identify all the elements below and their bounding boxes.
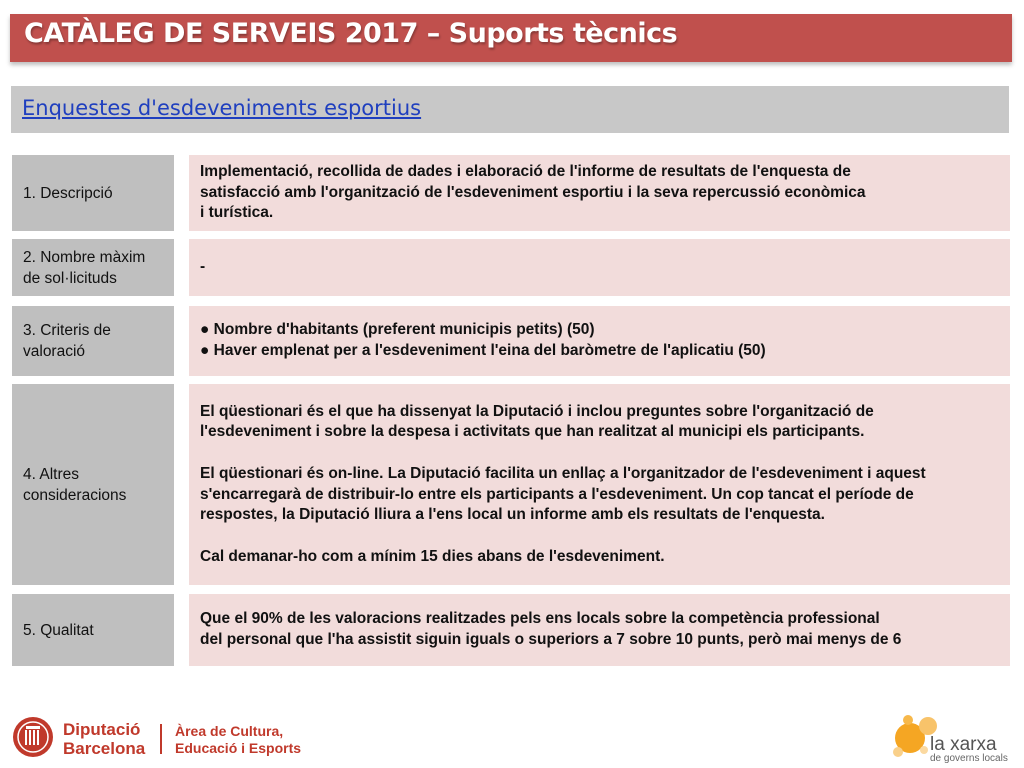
header-bar: [10, 14, 1012, 62]
content-line: satisfacció amb l'organització de l'esdeveniment esportiu i la seva repercussió econòmica: [200, 183, 866, 201]
content-line: El qüestionari és on-line. La Diputació facilita un enllaç a l'organitzador de l'esdeveniment i aquest: [200, 464, 926, 482]
row-label-descripcio: [12, 155, 174, 231]
row-label-nombre-maxim: [12, 239, 174, 296]
content-line: l'esdeveniment i sobre la despesa i activitats que han realitzat al municipi els participants.: [200, 423, 865, 441]
row-label-criteris: [12, 306, 174, 376]
content-line: Cal demanar-ho com a mínim 15 dies abans de l'esdeveniment.: [200, 547, 665, 565]
row-content-text: [200, 257, 205, 278]
row-label-altres: [12, 384, 174, 585]
diputacio-logo-text: [63, 720, 145, 758]
org-name-line: Diputació: [63, 720, 141, 739]
row-content-descripcio: [189, 155, 1010, 231]
content-line: del personal que l'ha assistit siguin iguals o superiors a 7 sobre 10 punts, però mai menys de 6: [200, 631, 902, 648]
row-content-altres: [189, 384, 1010, 585]
content-line: i turística.: [200, 204, 274, 222]
content-line: El qüestionari és el que ha dissenyat la Diputació i inclou preguntes sobre l'organització de: [200, 402, 874, 420]
footer-divider: [160, 724, 162, 754]
service-title-link[interactable]: Enquestes d'esdeveniments esportius: [22, 96, 422, 120]
area-name-line: Educació i Esports: [175, 740, 302, 756]
row-content-criteris: [189, 306, 1010, 376]
row-label-text: [23, 247, 145, 289]
row-label-qualitat: [12, 594, 174, 666]
xarxa-name: la xarxa: [930, 734, 997, 755]
row-content-nombre-maxim: [189, 239, 1010, 296]
area-name-line: Àrea de Cultura,: [175, 723, 284, 739]
label-line: 3. Criteris de: [23, 322, 111, 339]
content-line: -: [200, 258, 206, 276]
page-title: CATÀLEG DE SERVEIS 2017 – Suports tècnics: [24, 18, 678, 49]
row-content-text: [200, 162, 866, 224]
row-content-text: [200, 320, 766, 361]
label-line: de sol·licituds: [23, 269, 117, 287]
bullet-item: ● Haver emplenat per a l'esdeveniment l'eina del baròmetre de l'aplicatiu (50): [200, 342, 766, 359]
org-name-line: Barcelona: [63, 739, 146, 758]
content-line: s'encarregarà de distribuir-lo entre els participants a l'esdeveniment. Un cop tancat el període de: [200, 485, 914, 503]
service-title-bar: [11, 86, 1009, 133]
content-line: respostes, la Diputació lliura a l'ens local un informe amb els resultats de l'enquesta.: [200, 506, 825, 524]
label-line: valoració: [23, 343, 86, 360]
label-line: 2. Nombre màxim: [23, 248, 146, 266]
row-label-text: [23, 320, 111, 362]
row-label-text: 1. Descripció: [23, 184, 113, 202]
content-line: Implementació, recollida de dades i elaboració de l'informe de resultats de l'enquesta de: [200, 162, 851, 180]
label-line: 4. Altres: [23, 465, 79, 483]
row-label-text: [23, 464, 126, 506]
diputacio-seal-icon: [12, 716, 54, 758]
row-content-text: [200, 609, 901, 650]
content-line: Que el 90% de les valoracions realitzades pels ens locals sobre la competència professional: [200, 610, 880, 628]
xarxa-subtitle: de governs locals: [930, 753, 1008, 764]
bullet-item: ● Nombre d'habitants (preferent municipis petits) (50): [200, 321, 595, 339]
row-label-text: 5. Qualitat: [23, 621, 94, 639]
row-content-qualitat: [189, 594, 1010, 666]
row-content-text: [200, 402, 926, 568]
area-name: [175, 723, 301, 757]
label-line: consideracions: [23, 486, 127, 504]
